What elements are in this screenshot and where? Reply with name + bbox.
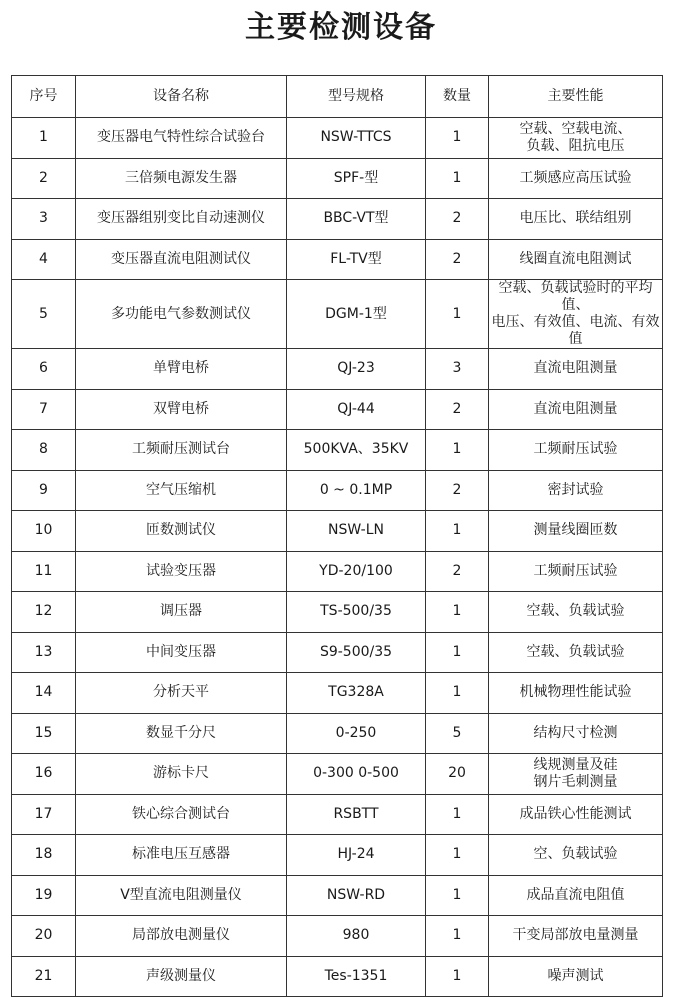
cell-performance: 结构尺寸检测 <box>489 713 663 754</box>
cell-no: 19 <box>12 875 76 916</box>
cell-qty: 1 <box>426 632 489 673</box>
cell-qty: 20 <box>426 754 489 795</box>
cell-name: 游标卡尺 <box>76 754 287 795</box>
cell-model: YD-20/100 <box>287 551 426 592</box>
table-row <box>12 389 663 430</box>
cell-model: Tes-1351 <box>287 956 426 997</box>
cell-model: RSBTT <box>287 794 426 835</box>
table-row <box>12 916 663 957</box>
cell-model: NSW-RD <box>287 875 426 916</box>
cell-name: 铁心综合测试台 <box>76 794 287 835</box>
cell-performance: 成品铁心性能测试 <box>489 794 663 835</box>
cell-name: 三倍频电源发生器 <box>76 158 287 199</box>
cell-model: SPF-型 <box>287 158 426 199</box>
cell-performance: 测量线圈匝数 <box>489 511 663 552</box>
cell-name: 双臂电桥 <box>76 389 287 430</box>
cell-model: NSW-LN <box>287 511 426 552</box>
table-row <box>12 551 663 592</box>
cell-no: 3 <box>12 199 76 240</box>
cell-name: 变压器直流电阻测试仪 <box>76 239 287 280</box>
cell-no: 20 <box>12 916 76 957</box>
table-row <box>12 199 663 240</box>
cell-performance: 密封试验 <box>489 470 663 511</box>
cell-performance: 电压比、联结组别 <box>489 199 663 240</box>
header-performance: 主要性能 <box>489 76 663 118</box>
cell-qty: 1 <box>426 875 489 916</box>
cell-performance: 空载、负载试验时的平均值、 电压、有效值、电流、有效值 <box>489 280 663 349</box>
table-row <box>12 632 663 673</box>
table-row <box>12 470 663 511</box>
cell-qty: 1 <box>426 835 489 876</box>
table-row <box>12 511 663 552</box>
cell-qty: 5 <box>426 713 489 754</box>
cell-no: 11 <box>12 551 76 592</box>
table-row <box>12 280 663 349</box>
cell-qty: 1 <box>426 158 489 199</box>
cell-no: 18 <box>12 835 76 876</box>
table-row <box>12 956 663 997</box>
cell-model: DGM-1型 <box>287 280 426 349</box>
cell-name: 空气压缩机 <box>76 470 287 511</box>
cell-performance: 干变局部放电量测量 <box>489 916 663 957</box>
table-body <box>12 118 663 997</box>
table-row <box>12 754 663 795</box>
cell-model: 500KVA、35KV <box>287 430 426 471</box>
cell-no: 12 <box>12 592 76 633</box>
cell-no: 2 <box>12 158 76 199</box>
cell-name: 匝数测试仪 <box>76 511 287 552</box>
cell-qty: 1 <box>426 280 489 349</box>
cell-model: 0 ~ 0.1MP <box>287 470 426 511</box>
cell-model: HJ-24 <box>287 835 426 876</box>
cell-qty: 2 <box>426 470 489 511</box>
cell-qty: 1 <box>426 956 489 997</box>
cell-name: 多功能电气参数测试仪 <box>76 280 287 349</box>
cell-qty: 3 <box>426 349 489 390</box>
cell-qty: 2 <box>426 199 489 240</box>
cell-model: 980 <box>287 916 426 957</box>
cell-performance: 直流电阻测量 <box>489 389 663 430</box>
cell-performance: 线规测量及硅 钢片毛刺测量 <box>489 754 663 795</box>
cell-model: TG328A <box>287 673 426 714</box>
cell-name: 分析天平 <box>76 673 287 714</box>
table-header-row <box>12 76 663 118</box>
cell-name: 调压器 <box>76 592 287 633</box>
cell-no: 14 <box>12 673 76 714</box>
cell-performance: 直流电阻测量 <box>489 349 663 390</box>
cell-qty: 1 <box>426 673 489 714</box>
cell-no: 6 <box>12 349 76 390</box>
cell-no: 5 <box>12 280 76 349</box>
cell-name: 声级测量仪 <box>76 956 287 997</box>
cell-qty: 2 <box>426 239 489 280</box>
cell-performance: 空载、负载试验 <box>489 592 663 633</box>
cell-no: 4 <box>12 239 76 280</box>
cell-performance: 成品直流电阻值 <box>489 875 663 916</box>
cell-qty: 1 <box>426 118 489 159</box>
equipment-table <box>11 75 663 997</box>
header-no: 序号 <box>12 76 76 118</box>
table-row <box>12 239 663 280</box>
cell-performance: 机械物理性能试验 <box>489 673 663 714</box>
table-row <box>12 592 663 633</box>
cell-performance: 空、负载试验 <box>489 835 663 876</box>
cell-model: NSW-TTCS <box>287 118 426 159</box>
cell-model: QJ-23 <box>287 349 426 390</box>
cell-qty: 2 <box>426 389 489 430</box>
cell-model: QJ-44 <box>287 389 426 430</box>
cell-qty: 1 <box>426 511 489 552</box>
cell-model: FL-TV型 <box>287 239 426 280</box>
table-row <box>12 835 663 876</box>
cell-performance: 空载、空载电流、 负载、阻抗电压 <box>489 118 663 159</box>
cell-name: 变压器组别变比自动速测仪 <box>76 199 287 240</box>
cell-model: 0-300 0-500 <box>287 754 426 795</box>
cell-qty: 1 <box>426 916 489 957</box>
cell-no: 13 <box>12 632 76 673</box>
cell-name: 变压器电气特性综合试验台 <box>76 118 287 159</box>
cell-name: 局部放电测量仪 <box>76 916 287 957</box>
table-row <box>12 349 663 390</box>
cell-performance: 工频耐压试验 <box>489 430 663 471</box>
cell-name: V型直流电阻测量仪 <box>76 875 287 916</box>
cell-model: TS-500/35 <box>287 592 426 633</box>
header-name: 设备名称 <box>76 76 287 118</box>
cell-name: 标准电压互感器 <box>76 835 287 876</box>
cell-no: 7 <box>12 389 76 430</box>
table-row <box>12 713 663 754</box>
cell-performance: 线圈直流电阻测试 <box>489 239 663 280</box>
cell-no: 15 <box>12 713 76 754</box>
cell-performance: 噪声测试 <box>489 956 663 997</box>
table-row <box>12 430 663 471</box>
cell-no: 1 <box>12 118 76 159</box>
cell-name: 单臂电桥 <box>76 349 287 390</box>
cell-no: 16 <box>12 754 76 795</box>
cell-model: BBC-VT型 <box>287 199 426 240</box>
cell-no: 8 <box>12 430 76 471</box>
cell-qty: 1 <box>426 430 489 471</box>
cell-performance: 空载、负载试验 <box>489 632 663 673</box>
page-title: 主要检测设备 <box>245 10 437 45</box>
cell-no: 17 <box>12 794 76 835</box>
cell-performance: 工频感应高压试验 <box>489 158 663 199</box>
cell-no: 21 <box>12 956 76 997</box>
table-row <box>12 118 663 159</box>
header-model: 型号规格 <box>287 76 426 118</box>
table-row <box>12 158 663 199</box>
table-row <box>12 673 663 714</box>
cell-no: 10 <box>12 511 76 552</box>
cell-model: 0-250 <box>287 713 426 754</box>
cell-performance: 工频耐压试验 <box>489 551 663 592</box>
cell-name: 数显千分尺 <box>76 713 287 754</box>
cell-qty: 1 <box>426 592 489 633</box>
header-qty: 数量 <box>426 76 489 118</box>
cell-qty: 1 <box>426 794 489 835</box>
cell-qty: 2 <box>426 551 489 592</box>
table-row <box>12 794 663 835</box>
cell-model: S9-500/35 <box>287 632 426 673</box>
table-row <box>12 875 663 916</box>
cell-no: 9 <box>12 470 76 511</box>
cell-name: 中间变压器 <box>76 632 287 673</box>
cell-name: 试验变压器 <box>76 551 287 592</box>
cell-name: 工频耐压测试台 <box>76 430 287 471</box>
